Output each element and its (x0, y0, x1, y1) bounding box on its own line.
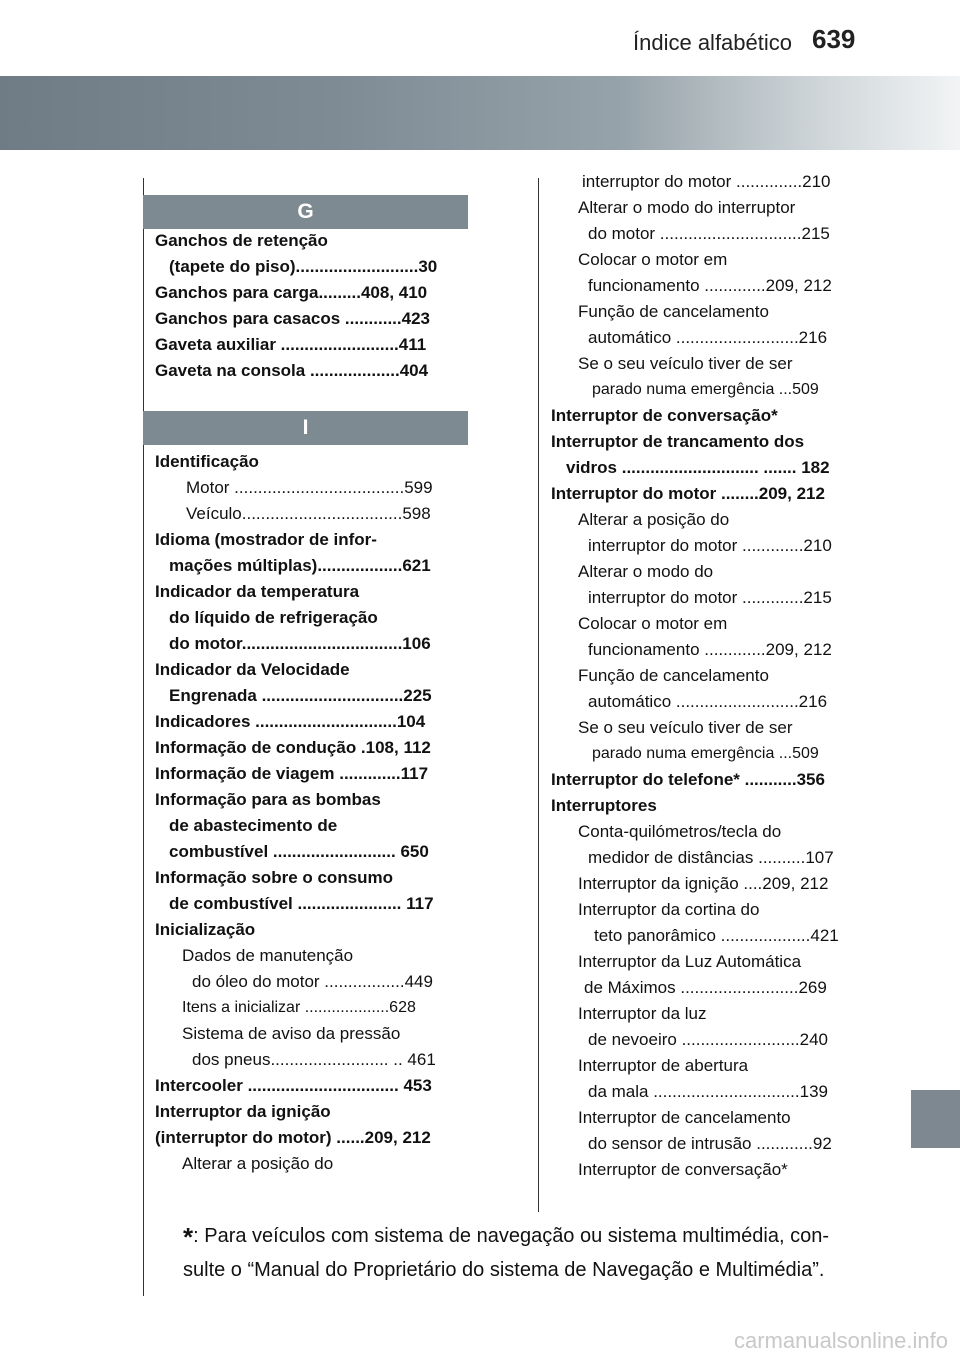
index-entry: Informação sobre o consumo (155, 868, 394, 887)
index-subentry: funcionamento .............209, 212 (588, 640, 832, 659)
index-entry: Gaveta na consola ...................404 (155, 361, 429, 380)
index-entry: Informação de condução .108, 112 (155, 738, 431, 757)
index-subentry: Alterar a posição do (182, 1154, 334, 1173)
index-subentry: parado numa emergência ...509 (592, 745, 819, 762)
index-subentry: Colocar o motor em (578, 250, 728, 269)
index-subentry: Interruptor da Luz Automática (578, 952, 802, 971)
index-subentry: interruptor do motor .............215 (588, 588, 832, 607)
index-entry: Interruptor de conversação* (551, 406, 778, 425)
index-entry: combustível .......................... 650 (169, 842, 429, 861)
index-subentry: parado numa emergência ...509 (592, 381, 819, 398)
index-subentry: Interruptor de abertura (578, 1056, 749, 1075)
index-subentry: Colocar o motor em (578, 614, 728, 633)
index-subentry: Se o seu veículo tiver de ser (578, 718, 793, 737)
index-entry: Ganchos de retenção (155, 231, 328, 250)
index-subentry: da mala ...............................139 (588, 1082, 828, 1101)
index-entry: (tapete do piso)..........................30 (169, 257, 438, 276)
index-subentry: Interruptor de conversação* (578, 1160, 788, 1179)
index-subentry: Interruptor de cancelamento (578, 1108, 791, 1127)
index-entry: Engrenada ..............................225 (169, 686, 432, 705)
index-entry: de abastecimento de (169, 816, 338, 835)
index-subentry: interruptor do motor .............210 (588, 536, 832, 555)
index-entry: (interruptor do motor) ......209, 212 (155, 1128, 431, 1147)
index-entry: Ganchos para carga.........408, 410 (155, 283, 428, 302)
footnote-line-1 (183, 1220, 829, 1254)
index-subentry: automático ..........................216 (588, 692, 828, 711)
page-title: Índice alfabético (633, 30, 792, 55)
index-entry: do líquido de refrigeração (169, 608, 378, 627)
index-subentry: Interruptor da luz (578, 1004, 707, 1023)
section-header-g: G (143, 195, 468, 229)
index-subentry: Interruptor da ignição ....209, 212 (578, 874, 829, 893)
index-entry: Idioma (mostrador de infor- (155, 530, 377, 549)
index-entry: de combustível ...................... 117 (169, 894, 434, 913)
index-subentry: Função de cancelamento (578, 666, 769, 685)
index-subentry: Alterar o modo do interruptor (578, 198, 796, 217)
index-entry: Interruptor da ignição (155, 1102, 331, 1121)
index-entry: Indicadores ..............................104 (155, 712, 426, 731)
section-tab-marker (911, 1090, 960, 1148)
index-subentry: Veículo..................................598 (186, 504, 431, 523)
index-entry: Ganchos para casacos ............423 (155, 309, 430, 328)
footnote-text-1: : Para veículos com sistema de navegação ou sistema multimédia, con- (193, 1225, 829, 1247)
index-subentry: Conta-quilómetros/tecla do (578, 822, 782, 841)
index-subentry: automático ..........................216 (588, 328, 828, 347)
index-subentry: Motor ....................................599 (186, 478, 433, 497)
page-number: 639 (812, 24, 856, 54)
index-entry: Identificação (155, 452, 259, 471)
index-entry: Interruptor do telefone* ...........356 (551, 770, 825, 789)
index-subentry: medidor de distâncias ..........107 (588, 848, 834, 867)
footnote-line-2: sulte o “Manual do Proprietário do sistema de Navegação e Multimédia”. (183, 1259, 825, 1281)
index-subentry: Alterar o modo do (578, 562, 714, 581)
index-subentry: Dados de manutenção (182, 946, 354, 965)
index-entry: Indicador da Velocidade (155, 660, 350, 679)
footnote (183, 1220, 829, 1287)
center-column-rule (538, 178, 539, 1212)
index-entry: Gaveta auxiliar .........................411 (155, 335, 427, 354)
index-entry: Informação de viagem .............117 (155, 764, 429, 783)
index-entry: Informação para as bombas (155, 790, 381, 809)
index-subentry: Sistema de aviso da pressão (182, 1024, 401, 1043)
left-column-rule (143, 178, 144, 1296)
index-entry: Interruptor do motor ........209, 212 (551, 484, 825, 503)
index-subentry: teto panorâmico ...................421 (594, 926, 839, 945)
index-subentry: dos pneus......................... .. 461 (192, 1050, 436, 1069)
footnote-marker: * (183, 1222, 194, 1252)
index-subentry: interruptor do motor ..............210 (582, 172, 831, 191)
index-subentry: do sensor de intrusão ............92 (588, 1134, 832, 1153)
header-banner (0, 76, 960, 150)
index-entry: Interruptor de trancamento dos (551, 432, 805, 451)
page-header (0, 0, 960, 64)
index-subentry: funcionamento .............209, 212 (588, 276, 832, 295)
index-entry: Intercooler ................................ 453 (155, 1076, 432, 1095)
index-subentry: Itens a inicializar ...................628 (182, 999, 416, 1016)
index-entry: vidros ............................. ....... 182 (566, 458, 830, 477)
section-header-i: I (143, 411, 468, 445)
index-entry: do motor..................................106 (169, 634, 431, 653)
index-subentry: do motor ..............................215 (588, 224, 830, 243)
index-entry: mações múltiplas)..................621 (169, 556, 431, 575)
index-entry: Inicialização (155, 920, 256, 939)
index-subentry: Alterar a posição do (578, 510, 730, 529)
index-subentry: do óleo do motor .................449 (192, 972, 433, 991)
index-entry: Indicador da temperatura (155, 582, 360, 601)
index-entry: Interruptores (551, 796, 657, 815)
index-subentry: Função de cancelamento (578, 302, 769, 321)
index-subentry: de nevoeiro .........................240 (588, 1030, 829, 1049)
index-subentry: Interruptor da cortina do (578, 900, 760, 919)
watermark: carmanualsonline.info (733, 1328, 948, 1353)
index-subentry: Se o seu veículo tiver de ser (578, 354, 793, 373)
index-subentry: de Máximos .........................269 (584, 978, 827, 997)
